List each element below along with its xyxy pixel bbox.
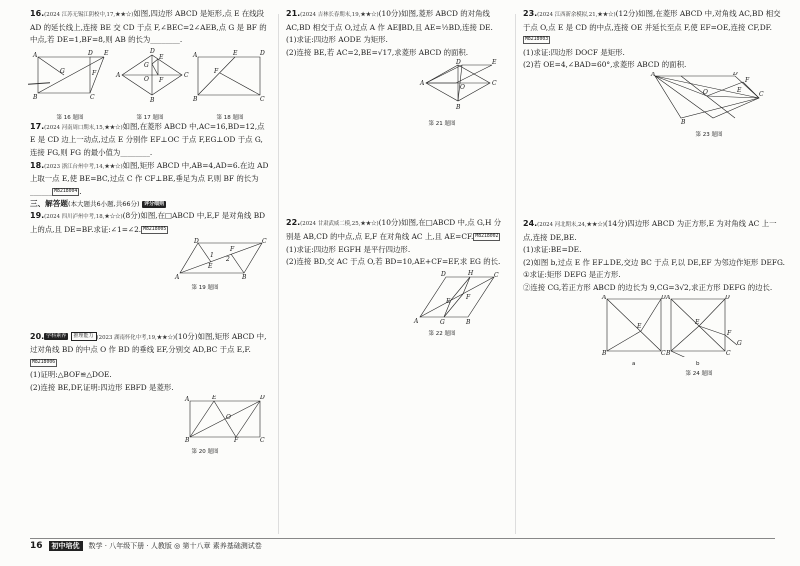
svg-text:A: A	[33, 51, 38, 59]
svg-text:A: A	[193, 51, 198, 59]
svg-text:B: B	[185, 436, 190, 443]
svg-text:C: C	[726, 349, 731, 357]
brand-logo: 初中培优	[49, 541, 83, 551]
fig16-caption: 第 16 题图	[56, 114, 84, 121]
svg-text:O: O	[226, 413, 231, 421]
svg-text:A: A	[116, 71, 121, 79]
question-19: 19.(2024 四川泸州中考,18,★☆☆)(8分)如图,在□ABCD 中,E,F 是对角线 BD 上的点,且 DE=BF.求证:∠1=∠2. M8218005	[30, 211, 266, 234]
svg-text:D: D	[150, 47, 155, 55]
svg-text:B: B	[193, 95, 198, 103]
svg-text:C: C	[260, 436, 265, 443]
ability-tag: 推理能力	[71, 332, 97, 341]
svg-text:A: A	[651, 71, 656, 78]
literacy-tag: 学科素养	[46, 333, 67, 340]
svg-text:D: D	[260, 394, 265, 401]
svg-text:C: C	[661, 349, 666, 357]
svg-text:C: C	[262, 237, 267, 245]
fig24-caption: 第 24 题图	[685, 370, 713, 377]
svg-text:B: B	[33, 93, 38, 101]
svg-text:B: B	[242, 273, 247, 279]
svg-text:1: 1	[210, 251, 214, 259]
svg-text:E: E	[737, 86, 742, 94]
fig17-caption: 第 17 题图	[136, 114, 164, 121]
svg-text:A: A	[420, 80, 425, 88]
svg-text:D: D	[661, 294, 666, 301]
svg-text:C: C	[494, 271, 499, 279]
question-21: 21.(2024 吉林长春期末,19,★★☆)(10分)如图,菱形 ABCD 的对角线 AC,BD 相交于点 O,过点 A 作 AE∥BD,且 AE=½BD,连接 DE. (1)求证:四边形 AODE 为矩形. (2)连接 BE,若 AC=2,BE=√17,求菱形 ABCD 的面积.	[286, 9, 493, 57]
svg-text:G: G	[60, 67, 65, 75]
resource-code: M8218005	[143, 226, 167, 232]
svg-text:E: E	[492, 59, 497, 67]
column-middle	[286, 8, 508, 337]
fig21-caption: 第 21 题图	[428, 121, 456, 128]
question-17: 17.(2024 河南周口期末,15,★★☆)如图,在菱形 ABCD 中,AC=16,BD=12,点 E 是 CD 边上一动点,过点 E 分别作 EF⊥OC 于点 F,EG⊥OD 于点 G,连接 FG,则 FG 的最小值为________.	[30, 121, 265, 157]
fig22-caption: 第 22 题图	[428, 330, 456, 337]
svg-text:O: O	[703, 88, 708, 96]
figure-19	[30, 237, 270, 279]
svg-text:C: C	[492, 80, 497, 88]
svg-text:E: E	[233, 49, 238, 57]
svg-text:F: F	[92, 69, 97, 77]
svg-text:E: E	[695, 318, 700, 326]
figure-21	[286, 59, 508, 115]
question-24: 24.(2024 河北期末,24,★★☆)(14分)四边形 ABCD 为正方形,E 为对角线 AC 上一点,连接 DE,BE. (1)求证:BE=DE. (2)如图 b,过点 E 作 EF⊥DE,交边 BC 于点 F,以 DE,EF 为邻边作矩形 DEFG. ①求证:矩形 DEFG 是正方形. ②连接 CG,若正方形 ABCD 的边长为 9,CG=3√2,求正方形 DEFG 的边长.	[523, 218, 786, 292]
svg-text:F: F	[234, 436, 239, 443]
svg-text:E: E	[208, 262, 213, 270]
svg-text:F: F	[466, 293, 471, 301]
svg-text:C: C	[90, 93, 95, 101]
svg-text:A: A	[666, 294, 671, 301]
fig24b-label: b	[696, 360, 700, 367]
resource-code: M8218002	[475, 233, 499, 239]
svg-text:D: D	[194, 237, 199, 245]
svg-text:C: C	[184, 71, 189, 79]
question-23: 23.(2024 江西新余模拟,21,★★☆)(12分)如图,在菱形 ABCD 中,对角线 AC,BD 相交于点 O,点 E 是 CD 的中点,连接 OE 并延长至点 F,使 EF=OE,连接 CF,DF.M8218003 (1)求证:四边形 DOCF 是矩形. (2)若 OE=4,∠BAD=60°,求菱形 ABCD 的面积.	[523, 9, 781, 70]
svg-text:E: E	[212, 394, 217, 401]
figure-24	[523, 295, 785, 357]
svg-text:G: G	[737, 339, 742, 347]
section-three-heading: 三、解答题(本大题共6小题,共66分) 评分细则	[30, 199, 165, 209]
svg-text:B: B	[456, 104, 461, 112]
resource-code: M8218006	[32, 359, 56, 365]
svg-text:A: A	[602, 294, 607, 301]
resource-code: M8218004	[54, 188, 78, 194]
column-divider	[515, 14, 516, 534]
fig20-caption: 第 20 题图	[191, 448, 219, 455]
figures-16-18	[30, 47, 270, 109]
svg-text:O: O	[144, 75, 149, 83]
svg-text:F: F	[159, 76, 164, 84]
svg-text:B: B	[466, 318, 471, 325]
svg-text:D: D	[725, 294, 730, 301]
svg-text:H: H	[468, 269, 474, 277]
svg-text:A: A	[414, 317, 419, 325]
question-20: 20. 学科素养 推理能力 (2023 湖南怀化中考,19,★★☆)(10分)如图,矩形 ABCD 中,过对角线 BD 的中点 O 作 BD 的垂线 EF,分别交 AD,BC 于点 E,F.M8218006 (1)证明:△BOF≌△DOE. (2)连接 BE,DF,证明:四边形 EBFD 是菱形.	[30, 331, 267, 392]
figure-23	[523, 72, 785, 126]
question-16: 16.(2024 江苏无锡江阴校中,17,★★☆)如图,四边形 ABCD 是矩形,点 E 在线段 AD 的延长线上,连接 BE 交 CD 于点 F,∠BEC=2∠AEB,点 G 是 BF 的中点,若 DE=1,BF=8,则 AB 的长为________.	[30, 9, 267, 45]
svg-text:E: E	[446, 297, 451, 305]
figure-22	[286, 269, 508, 325]
svg-text:F: F	[745, 76, 750, 84]
column-divider	[278, 14, 279, 534]
svg-text:D: D	[88, 49, 93, 57]
svg-text:F: F	[214, 67, 219, 75]
svg-text:B: B	[150, 96, 155, 104]
svg-text:2: 2	[226, 255, 230, 263]
column-left	[30, 8, 270, 455]
fig24a-label: a	[632, 360, 636, 367]
svg-text:B: B	[666, 349, 671, 357]
figure-20	[30, 395, 270, 443]
svg-text:E: E	[159, 53, 164, 61]
svg-text:F: F	[230, 245, 235, 253]
svg-text:C: C	[260, 95, 265, 103]
svg-text:B: B	[681, 118, 686, 126]
svg-text:E: E	[104, 49, 109, 57]
svg-text:A: A	[175, 273, 180, 279]
svg-text:G: G	[144, 61, 149, 69]
fig23-caption: 第 23 题图	[695, 131, 723, 138]
fig18-caption: 第 18 题图	[216, 114, 244, 121]
svg-text:E: E	[637, 322, 642, 330]
svg-text:C: C	[759, 90, 764, 98]
svg-text:D: D	[441, 270, 446, 278]
svg-text:D: D	[260, 49, 265, 57]
page-number: 16	[30, 541, 43, 551]
fig19-caption: 第 19 题图	[191, 284, 219, 291]
question-22: 22.(2024 甘肃武威二模,25,★★☆)(10分)如图,在□ABCD 中,点 G,H 分别是 AB,CD 的中点,点 E,F 在对角线 AC 上,且 AE=CF. M8218002 (1)求证:四边形 EGFH 是平行四边形. (2)连接 BD,交 AC 于点 O,若 BD=10,AE+CF=EF,求 EG 的长.	[286, 218, 502, 267]
column-right	[523, 8, 785, 377]
page-footer: 16 初中培优 数学 · 八年级下册 · 人教版 ◎ 第十八章 素养基础测试卷	[30, 538, 775, 553]
grading-tag: 评分细则	[144, 200, 165, 207]
svg-text:B: B	[602, 349, 607, 357]
question-18: 18.(2023 浙江台州中考,14,★★☆)如图,矩形 ABCD 中,AB=4,AD=6.在边 AD 上取一点 E,使 BE=BC,过点 C 作 CF⊥BE,垂足为点 F,则 BF 的长为______ M8218004 .	[30, 160, 269, 196]
svg-text:G: G	[440, 318, 445, 325]
svg-text:D: D	[733, 71, 738, 77]
figure-captions-row	[30, 113, 270, 121]
svg-text:D: D	[456, 59, 461, 67]
svg-text:O: O	[460, 84, 465, 92]
resource-code: M8218003	[525, 37, 549, 43]
svg-text:A: A	[185, 395, 190, 403]
svg-text:F: F	[727, 329, 732, 337]
